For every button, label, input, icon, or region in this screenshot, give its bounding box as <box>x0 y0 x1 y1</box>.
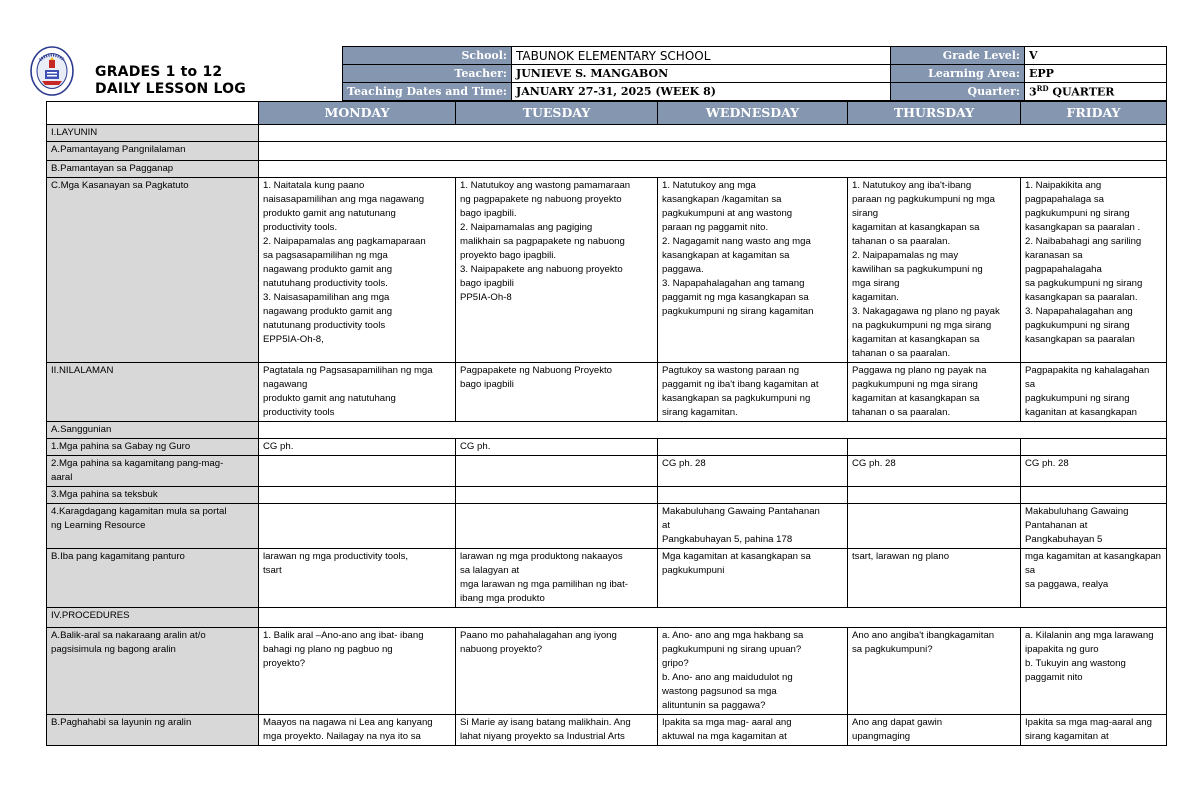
cell-thursday: CG ph. 28 <box>848 456 1021 487</box>
row-label: B.Paghahabi sa layunin ng aralin <box>47 715 259 746</box>
row-label: IV.PROCEDURES <box>47 608 259 628</box>
row-label: A.Pamantayang Pangnilalaman <box>47 142 259 161</box>
cell-wednesday: 1. Natutukoy ang mga kasangkapan /kagamitan sa pagkukumpuni at ang wastong paraan ng paggamit nito. 2. Nagagamit nang wasto ang mga kasangkapan at kagamitan sa paggawa. 3. Napapahalagahan ang tamang paggamit ng mga kasangkapan sa pagkukumpuni ng sirang kagamitan <box>658 178 848 363</box>
cell-wednesday: Pagtukoy sa wastong paraan ng paggamit ng iba't ibang kagamitan at kasangkapan sa pagkukumpuni ng sirang kagamitan. <box>658 363 848 422</box>
learning-area-value: EPP <box>1025 65 1167 83</box>
quarter-text: QUARTER <box>1048 85 1115 99</box>
cell-tuesday: 1. Natutukoy ang wastong pamamaraan ng pagpapakete ng nabuong proyekto bago ipagbili. 2. Naipamamalas ang pagiging malikhain sa pagpapakete ng nabuong proyekto bago ipagbili. 3. Naipapakete ang nabuong proyekto bago ipagbili PP5IA-Oh-8 <box>456 178 658 363</box>
cell-friday: CG ph. 28 <box>1021 456 1167 487</box>
row-spanning-cell <box>259 161 1167 178</box>
cell-thursday: Ano ano angiba't ibangkagamitan sa pagkukumpuni? <box>848 628 1021 715</box>
table-row <box>47 363 1167 422</box>
cell-wednesday: Mga kagamitan at kasangkapan sa pagkukumpuni <box>658 549 848 608</box>
teaching-dates-label: Teaching Dates and Time: <box>343 83 512 101</box>
table-row <box>47 504 1167 549</box>
quarter-value <box>1025 83 1167 101</box>
cell-monday: Pagtatala ng Pagsasapamilihan ng mga nagawang produkto gamit ang natutuhang productivity tools <box>259 363 456 422</box>
cell-thursday <box>848 504 1021 549</box>
quarter-label: Quarter: <box>891 83 1025 101</box>
row-label: 2.Mga pahina sa kagamitang pang-mag- aaral <box>47 456 259 487</box>
table-row <box>47 715 1167 746</box>
cell-tuesday <box>456 504 658 549</box>
row-spanning-cell <box>259 422 1167 439</box>
cell-friday: Ipakita sa mga mag-aaral ang sirang kagamitan at <box>1021 715 1167 746</box>
row-label: A.Sanggunian <box>47 422 259 439</box>
row-label: 3.Mga pahina sa teksbuk <box>47 487 259 504</box>
cell-wednesday: Ipakita sa mga mag- aaral ang aktuwal na mga kagamitan at <box>658 715 848 746</box>
cell-wednesday <box>658 487 848 504</box>
day-header-row <box>47 102 1167 125</box>
row-label: B.Pamantayan sa Pagganap <box>47 161 259 178</box>
form-title-log: DAILY LESSON LOG <box>95 81 246 97</box>
cell-friday: 1. Naipakikita ang pagpapahalaga sa pagkukumpuni ng sirang kasangkapan sa paaralan . 2. Naibabahagi ang sariling karanasan sa pagpapahalagaha sa pagkukumpuni ng sirang kasangkapan sa paaralan. 3. Napapahalagahan ang pagkukumpuni ng sirang kasangkapan sa paaralan <box>1021 178 1167 363</box>
header-info-table <box>342 46 1167 101</box>
table-row <box>47 142 1167 161</box>
row-label: II.NILALAMAN <box>47 363 259 422</box>
row-label: C.Mga Kasanayan sa Pagkatuto <box>47 178 259 363</box>
cell-tuesday: Paano mo pahahalagahan ang iyong nabuong proyekto? <box>456 628 658 715</box>
cell-monday <box>259 487 456 504</box>
cell-wednesday: CG ph. 28 <box>658 456 848 487</box>
cell-wednesday: a. Ano- ano ang mga hakbang sa pagkukumpuni ng sirang upuan? gripo? b. Ano- ano ang maidudulot ng wastong pagsunod sa mga alituntunin sa paggawa? <box>658 628 848 715</box>
cell-monday: 1. Balik aral –Ano-ano ang ibat- ibang bahagi ng plano ng pagbuo ng proyekto? <box>259 628 456 715</box>
day-header-corner <box>47 102 259 125</box>
day-header-tuesday: TUESDAY <box>456 102 658 125</box>
table-row <box>47 422 1167 439</box>
row-label: 4.Karagdagang kagamitan mula sa portal ng Learning Resource <box>47 504 259 549</box>
form-title-grades: GRADES 1 to 12 <box>95 64 223 80</box>
row-label: I.LAYUNIN <box>47 125 259 142</box>
cell-monday: 1. Naitatala kung paano naisasapamilihan ang mga nagawang produkto gamit ang natutunang productivity tools. 2. Naipapamalas ang pagkamaparaan sa pagsasapamilihan ng mga nagawang produkto gamit ang natutuhang productivity tools. 3. Naisasapamilihan ang mga nagawang produkto gamit ang natutunang productivity tools EPP5IA-Oh-8, <box>259 178 456 363</box>
cell-tuesday: larawan ng mga produktong nakaayos sa lalagyan at mga larawan ng mga pamilihan ng ibat- ibang mga produkto <box>456 549 658 608</box>
cell-thursday: Ano ang dapat gawin upangmaging <box>848 715 1021 746</box>
cell-friday <box>1021 439 1167 456</box>
grade-level-value: V <box>1025 47 1167 65</box>
cell-friday: a. Kilalanin ang mga larawang ipapakita ng guro b. Tukuyin ang wastong paggamit nito <box>1021 628 1167 715</box>
table-row <box>47 439 1167 456</box>
row-spanning-cell <box>259 608 1167 628</box>
cell-thursday: Paggawa ng plano ng payak na pagkukumpuni ng mga sirang kagamitan at kasangkapan sa tahanan o sa paaralan. <box>848 363 1021 422</box>
row-label: A.Balik-aral sa nakaraang aralin at/o pagsisimula ng bagong aralin <box>47 628 259 715</box>
day-header-thursday: THURSDAY <box>848 102 1021 125</box>
cell-friday <box>1021 487 1167 504</box>
table-row <box>47 487 1167 504</box>
table-row <box>47 456 1167 487</box>
cell-tuesday <box>456 487 658 504</box>
cell-thursday <box>848 439 1021 456</box>
day-header-friday: FRIDAY <box>1021 102 1167 125</box>
teacher-value: JUNIEVE S. MANGABON <box>512 65 891 83</box>
row-label: 1.Mga pahina sa Gabay ng Guro <box>47 439 259 456</box>
table-row <box>47 125 1167 142</box>
cell-thursday: 1. Natutukoy ang iba't-ibang paraan ng pagkukumpuni ng mga sirang kagamitan at kasangkapan sa tahanan o sa paaralan. 2. Naipapamalas ng may kawilihan sa pagkukumpuni ng mga sirang kagamitan. 3. Nakagagawa ng plano ng payak na pagkukumpuni ng mga sirang kagamitan at kasangkapan sa tahanan o sa paaralan. <box>848 178 1021 363</box>
table-row <box>47 628 1167 715</box>
cell-tuesday: Si Marie ay isang batang malikhain. Ang lahat niyang proyekto sa Industrial Arts <box>456 715 658 746</box>
cell-monday: CG ph. <box>259 439 456 456</box>
quarter-ordinal: RD <box>1036 84 1049 94</box>
cell-friday: mga kagamitan at kasangkapan sa sa paggawa, realya <box>1021 549 1167 608</box>
cell-wednesday: Makabuluhang Gawaing Pantahanan at Pangkabuhayan 5, pahina 178 <box>658 504 848 549</box>
row-label: B.Iba pang kagamitang panturo <box>47 549 259 608</box>
cell-thursday <box>848 487 1021 504</box>
cell-monday <box>259 456 456 487</box>
cell-tuesday: Pagpapakete ng Nabuong Proyekto bago ipagbili <box>456 363 658 422</box>
school-label: School: <box>343 47 512 65</box>
table-row <box>47 178 1167 363</box>
cell-monday: Maayos na nagawa ni Lea ang kanyang mga proyekto. Nailagay na nya ito sa <box>259 715 456 746</box>
cell-monday: larawan ng mga productivity tools, tsart <box>259 549 456 608</box>
lesson-log-table <box>46 101 1167 746</box>
row-spanning-cell <box>259 125 1167 142</box>
table-row <box>47 549 1167 608</box>
row-spanning-cell <box>259 142 1167 161</box>
cell-tuesday <box>456 456 658 487</box>
table-row <box>47 608 1167 628</box>
cell-tuesday: CG ph. <box>456 439 658 456</box>
cell-friday: Pagpapakita ng kahalagahan sa pagkukumpuni ng sirang kaganitan at kasangkapan <box>1021 363 1167 422</box>
cell-thursday: tsart, larawan ng plano <box>848 549 1021 608</box>
teaching-dates-value: JANUARY 27-31, 2025 (WEEK 8) <box>512 83 891 101</box>
cell-friday: Makabuluhang Gawaing Pantahanan at Pangkabuhayan 5 <box>1021 504 1167 549</box>
school-value: TABUNOK ELEMENTARY SCHOOL <box>512 47 891 65</box>
day-header-monday: MONDAY <box>259 102 456 125</box>
deped-seal-logo <box>30 46 74 96</box>
teacher-label: Teacher: <box>343 65 512 83</box>
day-header-wednesday: WEDNESDAY <box>658 102 848 125</box>
table-row <box>47 161 1167 178</box>
grade-level-label: Grade Level: <box>891 47 1025 65</box>
cell-monday <box>259 504 456 549</box>
learning-area-label: Learning Area: <box>891 65 1025 83</box>
cell-wednesday <box>658 439 848 456</box>
quarter-number: 3 <box>1029 85 1037 99</box>
